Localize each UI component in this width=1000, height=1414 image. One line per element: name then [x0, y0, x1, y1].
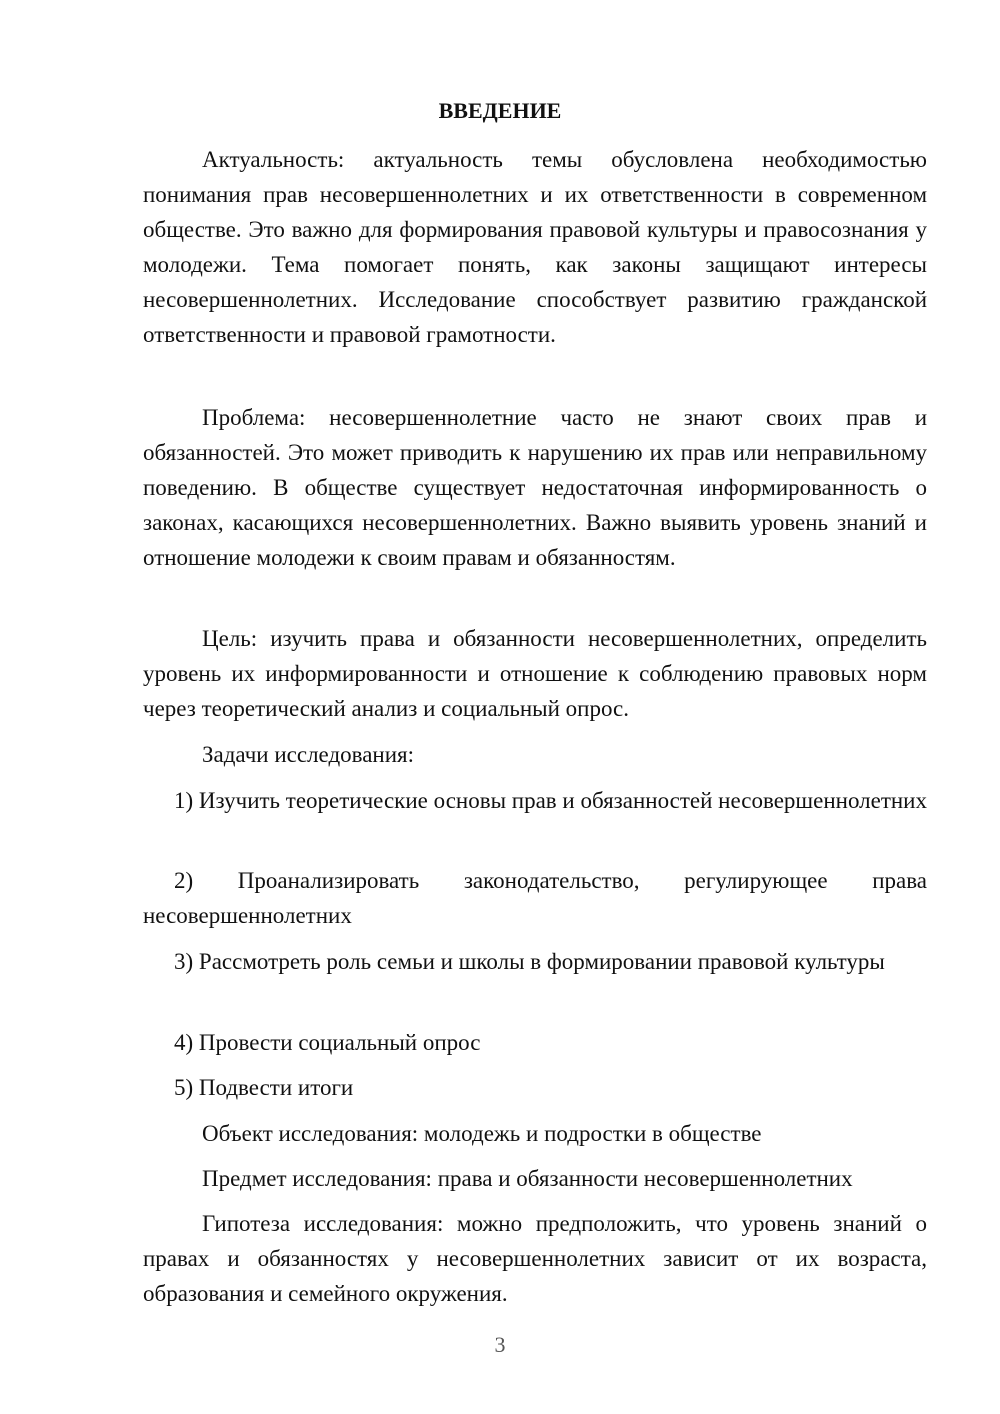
- task-item-4: 4) Провести социальный опрос: [174, 1030, 481, 1055]
- paragraph-relevance: Актуальность: актуальность темы обусловлена необходимостью понимания прав несовершеннолетних и их ответственности в современном обществе. Это важно для формирования правовой культуры и правосознания у молодежи. Тема помогает понять, как законы защищают интересы несовершеннолетних. Исследование способствует развитию гражданской ответственности и правовой грамотности.: [143, 147, 927, 347]
- page-number: 3: [494, 1332, 506, 1357]
- paragraph-problem: Проблема: несовершеннолетние часто не знают своих прав и обязанностей. Это может приводить к нарушению их прав или неправильному поведению. В обществе существует недостаточная информированность о законах, касающихся несовершеннолетних. Важно выявить уровень знаний и отношение молодежи к своим правам и обязанностям.: [143, 405, 927, 570]
- task-item-2: 2) Проанализировать законодательство, регулирующее права несовершеннолетних: [143, 868, 927, 928]
- paragraph-hypothesis: Гипотеза исследования: можно предположить, что уровень знаний о правах и обязанностях у несовершеннолетних зависит от их возраста, образования и семейного окружения.: [143, 1211, 927, 1306]
- task-item-5: 5) Подвести итоги: [174, 1075, 354, 1100]
- page-title: ВВЕДЕНИЕ: [438, 98, 562, 123]
- task-item-3: 3) Рассмотреть роль семьи и школы в формировании правовой культуры: [174, 949, 885, 974]
- tasks-heading: Задачи исследования:: [202, 742, 415, 767]
- task-item-1: 1) Изучить теоретические основы прав и обязанностей несовершеннолетних: [174, 788, 927, 813]
- paragraph-subject: Предмет исследования: права и обязанности несовершеннолетних: [202, 1166, 853, 1191]
- paragraph-goal: Цель: изучить права и обязанности несовершеннолетних, определить уровень их информированности и отношение к соблюдению правовых норм через теоретический анализ и социальный опрос.: [143, 626, 927, 721]
- paragraph-object: Объект исследования: молодежь и подростки в обществе: [202, 1121, 762, 1146]
